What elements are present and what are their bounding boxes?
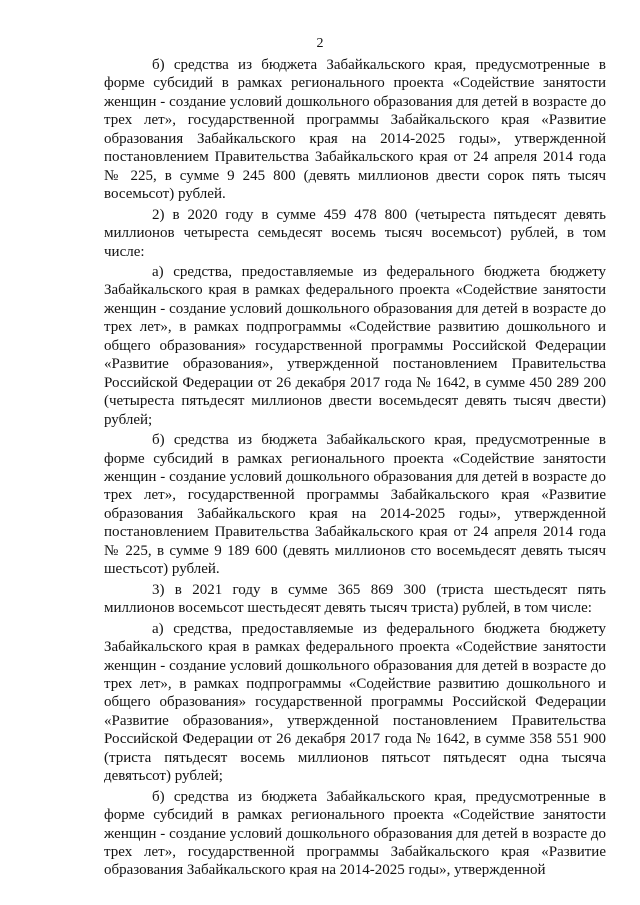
paragraph-2a-2020-federal-funds: а) средства, предоставляемые из федерального бюджета бюджету Забайкальского края в рамках федерального проекта «Содействие занятости женщин - создание условий дошкольного образования для детей в возрасте до трех лет», в рамках подпрограммы «Содействие развитию дошкольного и общего образования» государственной программы Российской Федерации «Развитие образования», утвержденной постановлением Правительства Российской Федерации от 26 декабря 2017 года № 1642, в сумме 450 289 200 (четыреста пятьдесят миллионов двести восемьдесят девять тысяч двести) рублей; <box>104 263 606 428</box>
paragraph-3b-2021-regional-funds: б) средства из бюджета Забайкальского края, предусмотренные в форме субсидий в рамках регионального проекта «Содействие занятости женщин - создание условий дошкольного образования для детей в возрасте до трех лет», государственной программы Забайкальского края «Развитие образования Забайкальского края на 2014-2025 годы», утвержденной <box>104 788 606 879</box>
paragraph-3-year-2021: 3) в 2021 году в сумме 365 869 300 (триста шестьдесят пять миллионов восемьсот шестьдесят девять тысяч триста) рублей, в том числе: <box>104 581 606 617</box>
paragraph-2b-2020-regional-funds: б) средства из бюджета Забайкальского края, предусмотренные в форме субсидий в рамках регионального проекта «Содействие занятости женщин - создание условий дошкольного образования для детей в возрасте до трех лет», государственной программы Забайкальского края «Развитие образования Забайкальского края на 2014-2025 годы», утвержденной постановлением Правительства Забайкальского края от 24 апреля 2014 года № 225, в сумме 9 189 600 (девять миллионов сто восемьдесят девять тысяч шестьсот) рублей. <box>104 432 606 578</box>
page-number: 2 <box>316 36 324 51</box>
paragraph-1b-2019-regional-funds: б) средства из бюджета Забайкальского края, предусмотренные в форме субсидий в рамках регионального проекта «Содействие занятости женщин - создание условий дошкольного образования для детей в возрасте до трех лет», государственной программы Забайкальского края «Развитие образования Забайкальского края на 2014-2025 годы», утвержденной постановлением Правительства Забайкальского края от 24 апреля 2014 года № 225, в сумме 9 245 800 (девять миллионов двести сорок пять тысяч восемьсот) рублей. <box>104 57 606 203</box>
document-body <box>104 56 606 882</box>
paragraph-2-year-2020: 2) в 2020 году в сумме 459 478 800 (четыреста пятьдесят девять миллионов четыреста семьдесят восемь тысяч восемьсот) рублей, в том числе: <box>104 206 606 260</box>
paragraph-3a-2021-federal-funds: а) средства, предоставляемые из федерального бюджета бюджету Забайкальского края в рамках федерального проекта «Содействие занятости женщин - создание условий дошкольного образования для детей в возрасте до трех лет», в рамках подпрограммы «Содействие развитию дошкольного и общего образования» государственной программы Российской Федерации «Развитие образования», утвержденной постановлением Правительства Российской Федерации от 26 декабря 2017 года № 1642, в сумме 358 551 900 (триста пятьдесят восемь миллионов пятьсот пятьдесят одна тысяча девятьсот) рублей; <box>104 620 606 785</box>
